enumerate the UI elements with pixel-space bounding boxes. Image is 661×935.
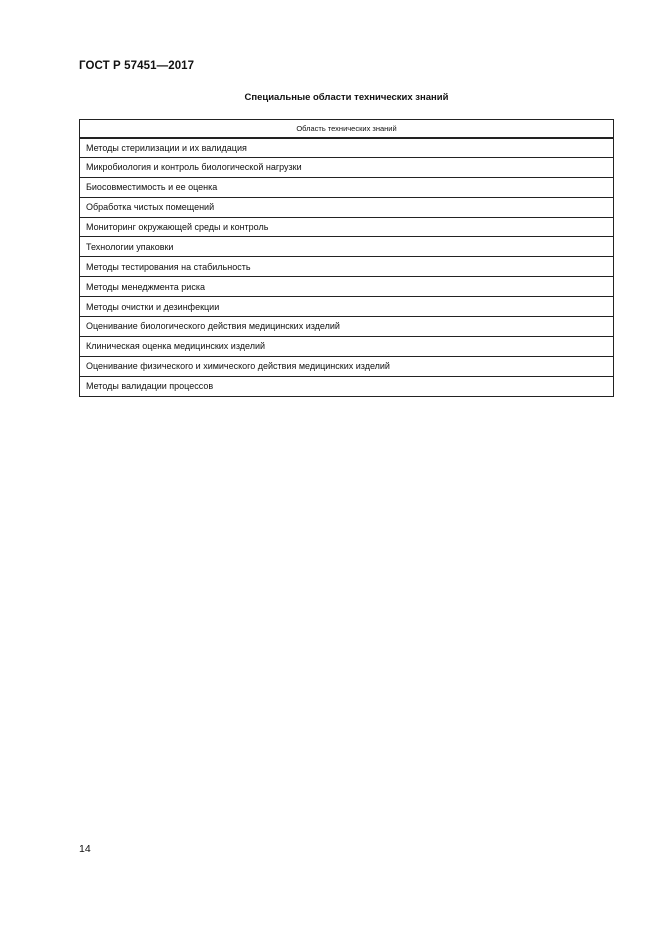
table-cell: Методы валидации процессов [80, 376, 614, 396]
table-cell: Оценивание физического и химического действия медицинских изделий [80, 356, 614, 376]
table-row [80, 177, 614, 197]
table-row [80, 138, 614, 158]
table-row [80, 297, 614, 317]
table-row [80, 217, 614, 237]
table-cell: Методы менеджмента риска [80, 277, 614, 297]
table-cell: Биосовместимость и ее оценка [80, 177, 614, 197]
table-cell: Мониторинг окружающей среды и контроль [80, 217, 614, 237]
table-row [80, 197, 614, 217]
table-row [80, 376, 614, 396]
document-standard-code: ГОСТ Р 57451—2017 [79, 60, 195, 72]
table-row [80, 317, 614, 337]
table-cell: Методы тестирования на стабильность [80, 257, 614, 277]
page-number: 14 [79, 843, 91, 855]
table-cell: Обработка чистых помещений [80, 197, 614, 217]
table-cell: Методы очистки и дезинфекции [80, 297, 614, 317]
table-cell: Технологии упаковки [80, 237, 614, 257]
table-cell: Методы стерилизации и их валидация [80, 138, 614, 158]
table-row [80, 257, 614, 277]
table-row [80, 277, 614, 297]
table-title: Специальные области технических знаний [244, 92, 449, 103]
table-row [80, 356, 614, 376]
column-header-knowledge-area: Область технических знаний [80, 120, 614, 138]
table-row [80, 336, 614, 356]
table-row [80, 157, 614, 177]
table-row [80, 237, 614, 257]
table-cell: Клиническая оценка медицинских изделий [80, 336, 614, 356]
table-header-row [80, 120, 614, 138]
table-cell: Микробиология и контроль биологической нагрузки [80, 157, 614, 177]
knowledge-areas-table [79, 119, 614, 397]
table-cell: Оценивание биологического действия медицинских изделий [80, 317, 614, 337]
